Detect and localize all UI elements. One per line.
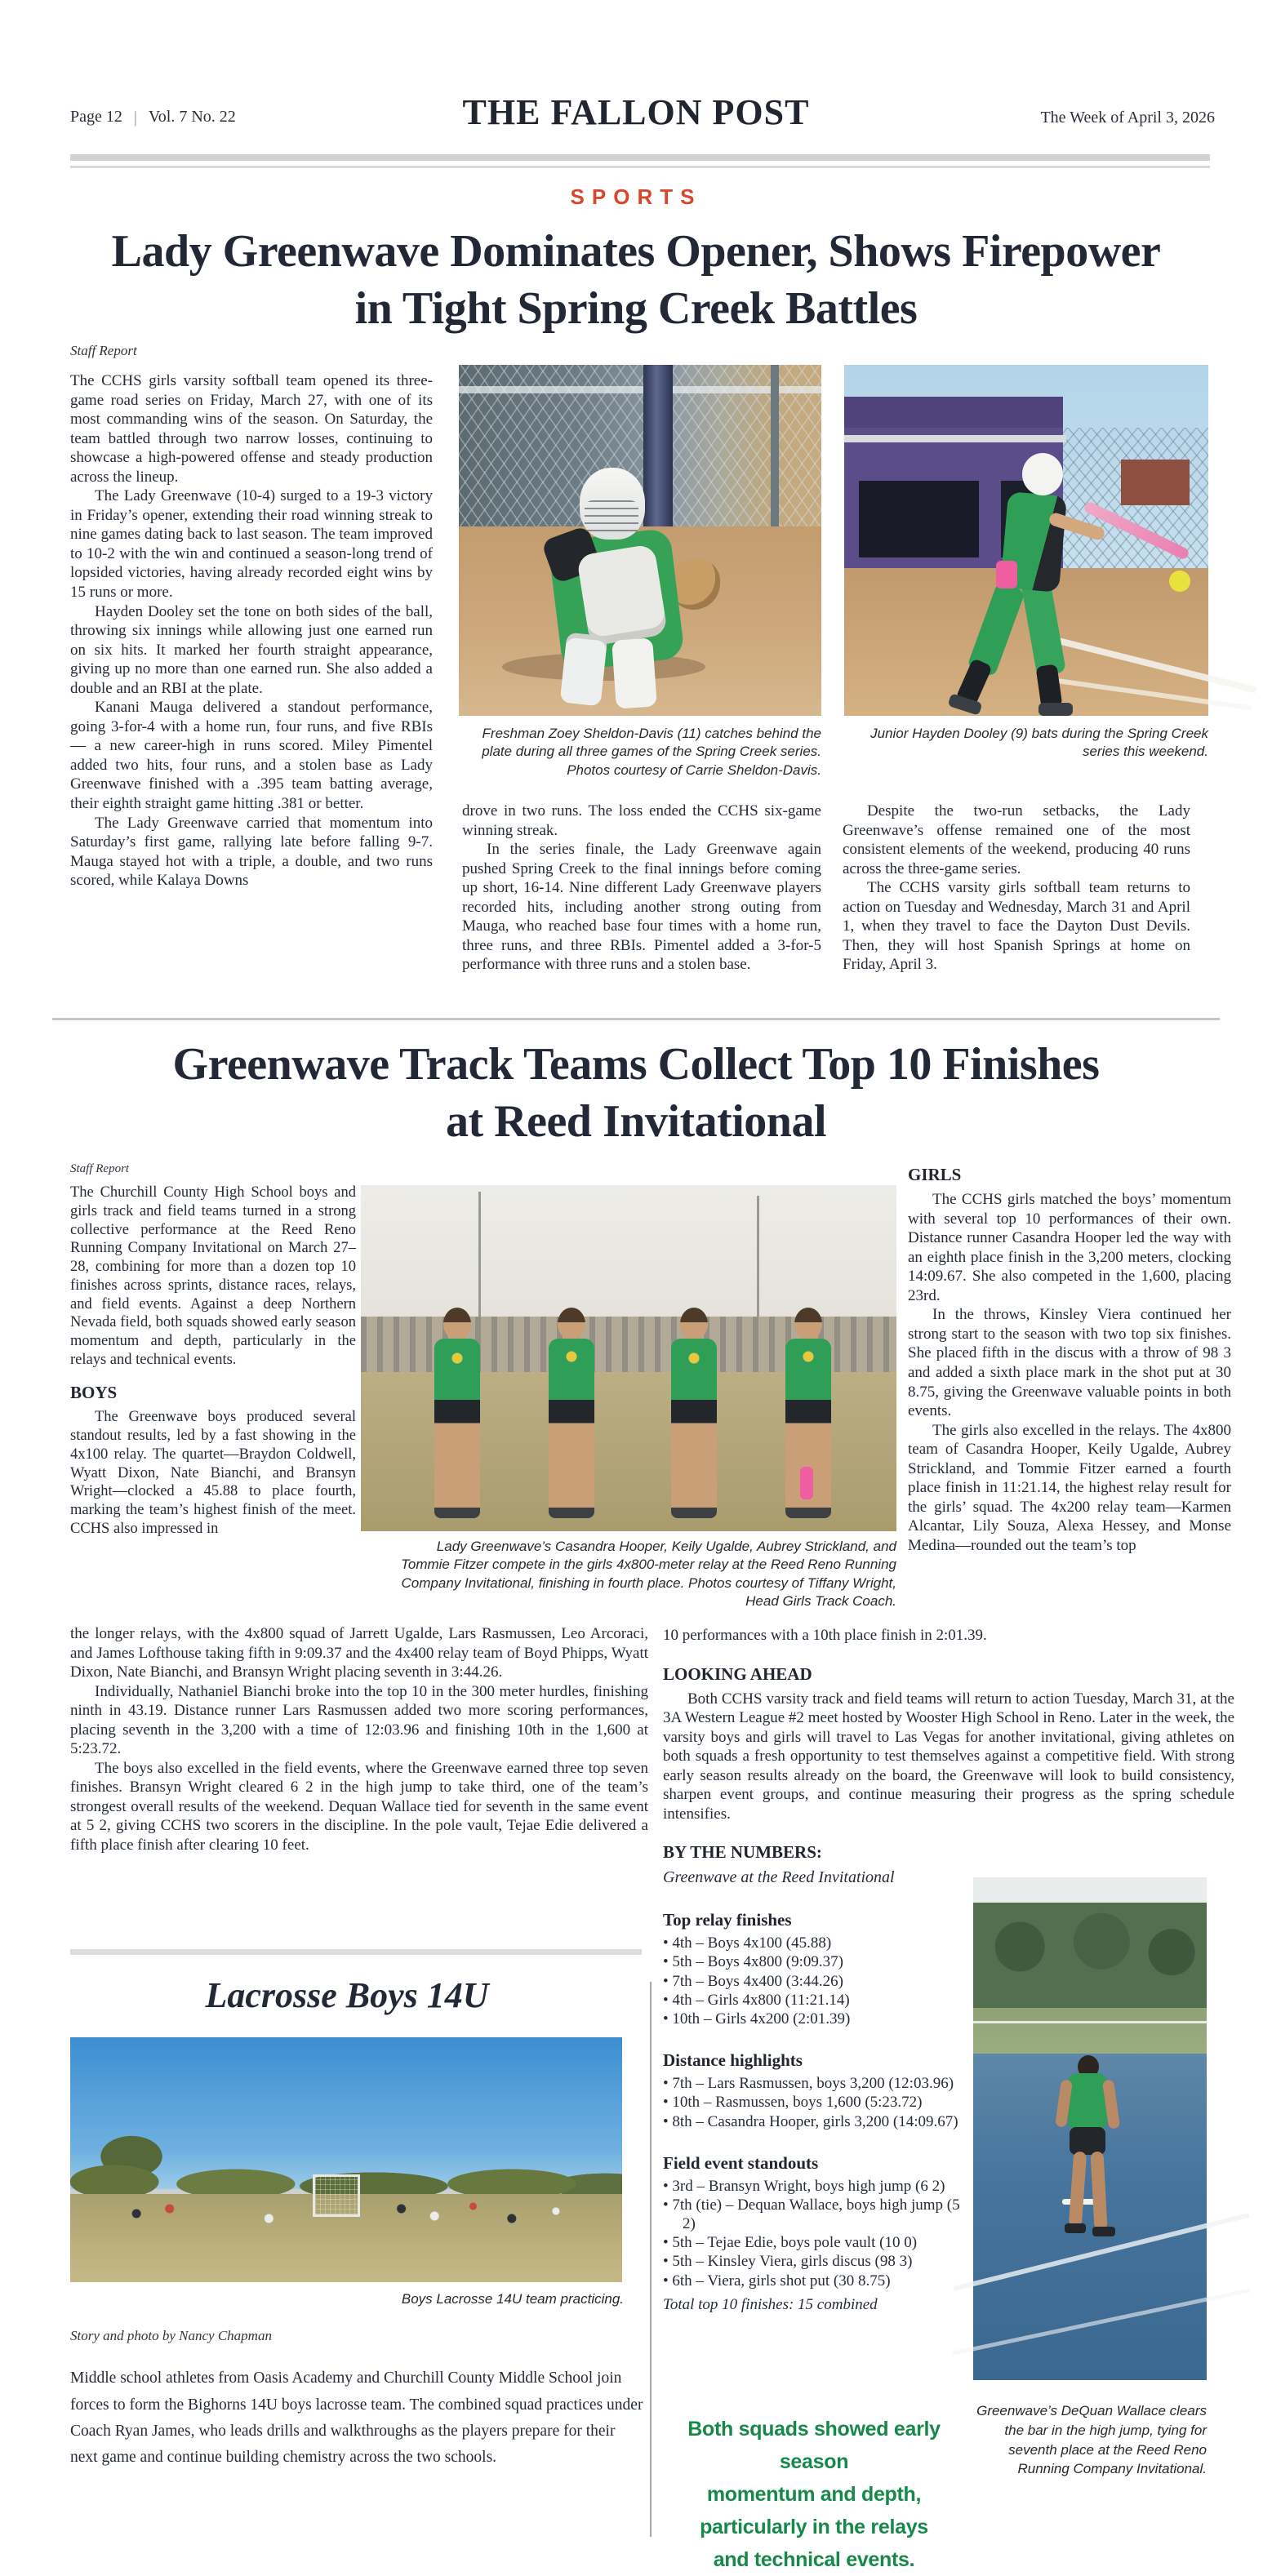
body-paragraph: The CCHS varsity girls softball team returns to action on Tuesday and Wednesday, March 31 and April 1, when they travel to face the Dayton Dust Devils. Then, they will host Spanish Springs at home on Friday, April 3. <box>843 879 1190 974</box>
high-jump-photo <box>973 1877 1207 2380</box>
body-paragraph: The CCHS girls varsity softball team opened its three-game road series on Friday, March 27, with one of its most commanding wins of the season. On Saturday, the team battled through two narrow losses, continuing to showcase a high-powered offense and steady production across the lineup. <box>70 372 433 486</box>
lacrosse-practice-photo <box>70 2037 622 2282</box>
body-paragraph: The boys also excelled in the field events, where the Greenwave earned three top seven finishes. Bransyn Wright cleared 6 2 in the high jump to take third, one of the team’s strongest overall results of the weekend. Dequan Wallace tied for seventh in the same event at 5 2, giving CCHS two scorers in the discipline. In the pole vault, Tejae Edie delivered a fifth place finish after clearing 10 feet. <box>70 1759 648 1854</box>
article2-byline: Staff Report <box>70 1162 130 1175</box>
page-info-divider: | <box>133 109 137 127</box>
softball-catcher-photo <box>459 365 821 716</box>
pull-quote <box>661 2413 967 2576</box>
body-paragraph: In the series finale, the Lady Greenwave again pushed Spring Creek to the final innings before coming up short, 16-14. Nine different Lady Greenwave players recorded hits, including another strong outing from Mauga, who reached base four times with a home run, three runs, and three RBIs. Pimentel added a 3-for-5 performance with three runs and a stolen base. <box>462 841 821 974</box>
track-photo-caption: Lady Greenwave’s Casandra Hooper, Keily Ugalde, Aubrey Strickland, and Tommie Fitzer compete in the girls 4x800-meter relay at the Reed Reno Running Company Invitational, finishing in fourth place. Photos courtesy of Tiffany Wright, Head Girls Track Coach. <box>401 1539 896 1610</box>
relay-list <box>663 1934 962 2028</box>
pull-quote-line: and technical events. <box>713 2548 915 2571</box>
relay-list-heading: Top relay finishes <box>663 1910 792 1930</box>
catcher-photo-caption: Freshman Zoey Sheldon-Davis (11) catches behind the plate during all three games of the Spring Creek series. Photos courtesy of Carrie Sheldon-Davis. <box>482 726 821 778</box>
by-the-numbers-subheading: Greenwave at the Reed Invitational <box>663 1868 895 1887</box>
article1-byline: Staff Report <box>70 343 137 358</box>
body-paragraph: The Lady Greenwave carried that momentum into Saturday’s first game, rallying late before falling 9-7. Mauga stayed hot with a triple, a double, and two runs scored, while Kalaya Downs <box>70 814 433 890</box>
issue-date: The Week of April 3, 2026 <box>1040 109 1215 127</box>
lacrosse-section <box>70 1936 647 2471</box>
masthead: THE FALLON POST <box>462 92 810 132</box>
pull-quote-line: particularly in the relays <box>700 2516 928 2538</box>
header-rule-thick <box>70 154 1210 161</box>
article2-left-column <box>70 1184 356 1539</box>
article2-headline-line2: at Reed Invitational <box>446 1096 826 1147</box>
track-relay-photo <box>361 1185 896 1531</box>
list-item: • 5th – Boys 4x800 (9:09.37) <box>663 1952 962 1971</box>
by-the-numbers-heading: BY THE NUMBERS: <box>663 1842 822 1863</box>
body-paragraph: The Lady Greenwave (10-4) surged to a 19-3 victory in Friday’s opener, extending their road winning streak to nine games dating back to last season. The team improved to 10-2 with the win and continued a season-long trend of lopsided victories, having already recorded eight wins by 15 runs or more. <box>70 487 433 602</box>
volume-info: Vol. 7 No. 22 <box>148 108 236 126</box>
article1-headline-line1: Lady Greenwave Dominates Opener, Shows Firepower <box>111 226 1161 277</box>
body-paragraph: Middle school athletes from Oasis Academy and Churchill County Middle School join forces to form the Bighorns 14U boys lacrosse team. The combined squad practices under Coach Ryan James, who leads drills and walkthroughs as the players prepare for their next game and continue building chemistry across the two schools. <box>70 2369 643 2466</box>
lacrosse-section-rule <box>70 1949 642 1955</box>
column-divider-rule <box>650 1982 652 2537</box>
body-paragraph: The girls also excelled in the relays. The 4x800 team of Casandra Hooper, Keily Ugalde, Aubrey Strickland, and Tommie Fitzer earned a fourth place finish in 11:21.14, the highest relay result for the girls’ squad. The 4x200 relay team—Karmen Alcantar, Lily Souza, Alexa Hessey, and Monse Medina—rounded out the team’s top <box>908 1421 1231 1554</box>
list-item: • 7th – Lars Rasmussen, boys 3,200 (12:03.96) <box>663 2074 962 2093</box>
article-divider-rule <box>52 1018 1220 1020</box>
totals-line: Total top 10 finishes: 15 combined <box>663 2295 878 2313</box>
list-item: • 10th – Rasmussen, boys 1,600 (5:23.72) <box>663 2093 962 2112</box>
body-paragraph: the longer relays, with the 4x800 squad of Jarrett Ugalde, Lars Rasmussen, Leo Arcoraci, and James Lofthouse taking fifth in 9:09.37 and the 4x400 relay team of Boyd Phipps, Wyatt Dixon, Nate Bianchi, and Bransyn Wright placing seventh in 3:44.26. <box>70 1625 648 1681</box>
boys-section-heading: BOYS <box>70 1382 118 1402</box>
lacrosse-headline: Lacrosse Boys 14U <box>205 1975 489 2015</box>
list-item: • 5th – Kinsley Viera, girls discus (98 3) <box>663 2252 962 2271</box>
header-rule-thin <box>70 166 1210 168</box>
batter-photo-caption: Junior Hayden Dooley (9) bats during the Spring Creek series this weekend. <box>870 726 1208 760</box>
body-paragraph: The Churchill County High School boys and girls track and field teams turned in a strong collective performance at the Reed Reno Running Company Invitational on March 27–28, combining for more than a dozen top 10 finishes across sprints, distance races, relays, and field events. Against a deep Northern Nevada field, both squads showed early season momentum and depth, particularly in the relays and technical events. <box>70 1184 356 1368</box>
page-number: Page 12 <box>70 108 122 126</box>
list-item: • 6th – Viera, girls shot put (30 8.75) <box>663 2272 962 2290</box>
pull-quote-line: momentum and depth, <box>706 2483 922 2506</box>
body-paragraph: The CCHS girls matched the boys’ momentum with several top 10 performances of their own. Distance runner Casandra Hooper led the way with an eighth place finish in the 3,200 meters, clocking 14:09.67. She also competed in the 1,600, placing 23rd. <box>908 1191 1231 1304</box>
distance-list-heading: Distance highlights <box>663 2050 803 2071</box>
body-paragraph: drove in two runs. The loss ended the CCHS six-game winning streak. <box>462 802 821 839</box>
girls-section-heading: GIRLS <box>908 1165 962 1184</box>
list-item: • 4th – Boys 4x100 (45.88) <box>663 1934 962 1952</box>
looking-ahead-heading: LOOKING AHEAD <box>663 1663 812 1684</box>
softball-batter-photo <box>844 365 1208 716</box>
list-item: • 10th – Girls 4x200 (2:01.39) <box>663 2010 962 2028</box>
list-item: • 7th (tie) – Dequan Wallace, boys high jump (5 2) <box>663 2196 962 2233</box>
body-paragraph: Both CCHS varsity track and field teams will return to action Tuesday, March 31, at the 3A Western League #2 meet hosted by Wooster High School in Reno. Later in the week, the varsity boys and girls will travel to Las Vegas for another invitational, giving athletes on both squads a fresh opportunity to test themselves against a competitive field. With strong early season results already on the board, the Greenwave will look to build consistency, sharpen event groups, and continue measuring their progress as the spring schedule intensifies. <box>663 1690 1234 1823</box>
article1-column1 <box>70 371 433 890</box>
list-item: • 8th – Casandra Hooper, girls 3,200 (14:09.67) <box>663 2112 962 2131</box>
article1-column3 <box>843 802 1190 975</box>
list-item: • 3rd – Bransyn Wright, boys high jump (6 2) <box>663 2177 962 2196</box>
body-paragraph: The Greenwave boys produced several standout results, led by a fast showing in the 4x100 relay. The quartet—Braydon Coldwell, Wyatt Dixon, Nate Bianchi, and Bransyn Wright—clocked a 45.88 to place fourth, marking the team’s highest finish of the meet. CCHS also impressed in <box>70 1409 356 1537</box>
section-label: SPORTS <box>570 184 702 209</box>
body-paragraph: In the throws, Kinsley Viera continued her strong start to the season with two top six finishes. She placed fifth in the discus with a throw of 98 3 and added a sixth place mark in the shot put at 30 8.75, giving the Greenwave valuable points in both events. <box>908 1306 1231 1420</box>
pull-quote-line: Both squads showed early season <box>687 2418 941 2473</box>
body-paragraph: 10 performances with a 10th place finish in 2:01.39. <box>663 1627 987 1644</box>
field-list <box>663 2177 962 2290</box>
lacrosse-credit: Story and photo by Nancy Chapman <box>70 2328 272 2344</box>
player-figures <box>70 2037 622 2282</box>
article1-headline-line2: in Tight Spring Creek Battles <box>354 283 918 334</box>
high-jump-photo-caption: Greenwave’s DeQuan Wallace clears the bar in the high jump, tying for seventh place at the Reed Reno Running Company Invitational. <box>976 2403 1207 2477</box>
field-list-heading: Field event standouts <box>663 2152 819 2173</box>
article2-girls-column <box>908 1164 1231 1555</box>
distance-list <box>663 2074 962 2131</box>
article2-boys-wide-text <box>70 1624 648 1855</box>
lacrosse-photo-caption: Boys Lacrosse 14U team practicing. <box>401 2291 624 2307</box>
body-paragraph: Individually, Nathaniel Bianchi broke into the top 10 in the 300 meter hurdles, finishing ninth in 43.19. Distance runner Lars Rasmussen added two more scoring performances, placing seventh in the 3,200 with a time of 12:03.96 and finishing 10th in the 1,600 at 5:23.72. <box>70 1682 648 1758</box>
article1-column2 <box>462 802 821 975</box>
list-item: • 4th – Girls 4x800 (11:21.14) <box>663 1991 962 2010</box>
body-paragraph: Hayden Dooley set the tone on both sides of the ball, throwing six innings while allowing just one earned run on six hits. It marked her fourth straight appearance, giving up no more than one earned run. She also added a double and an RBI at the plate. <box>70 602 433 697</box>
list-item: • 5th – Tejae Edie, boys pole vault (10 0) <box>663 2233 962 2252</box>
body-paragraph: Despite the two-run setbacks, the Lady Greenwave’s offense remained one of the most consistent elements of the weekend, producing 40 runs across the three-game series. <box>843 802 1190 877</box>
article2-headline-line1: Greenwave Track Teams Collect Top 10 Finishes <box>172 1039 1100 1090</box>
list-item: • 7th – Boys 4x400 (3:44.26) <box>663 1972 962 1991</box>
body-paragraph: Kanani Mauga delivered a standout performance, going 3-for-4 with a home run, four runs, and five RBIs — a new career-high in runs scored. Miley Pimentel added two hits, four runs, and a stolen base as Lady Greenwave finished with a .395 team batting average, their eighth straight game hitting .381 or better. <box>70 699 433 813</box>
